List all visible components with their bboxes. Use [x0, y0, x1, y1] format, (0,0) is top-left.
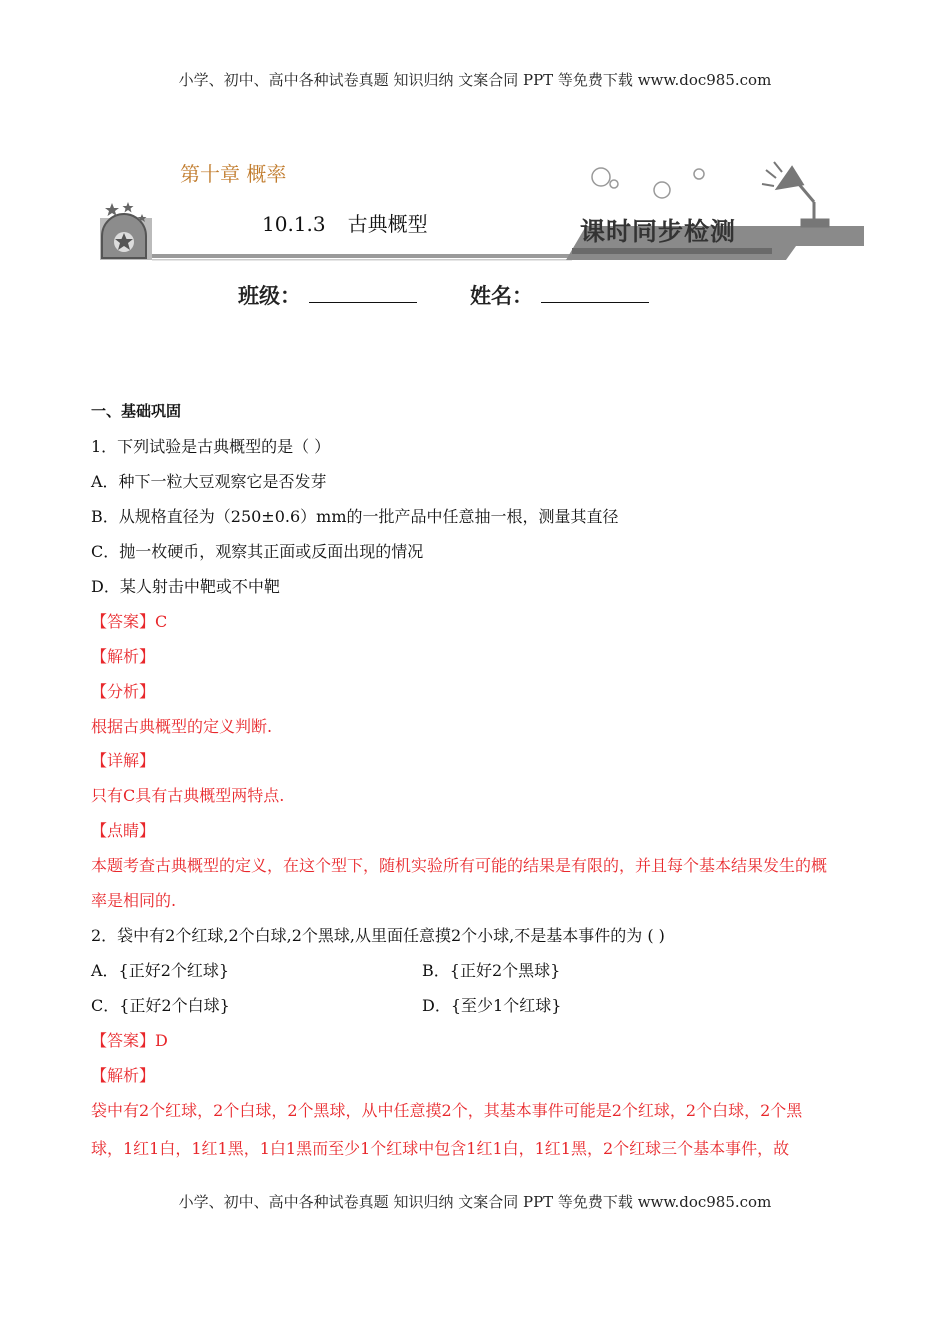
- q2-text-line2: 球，1红1白，1红1黑，1白1黑而至少1个红球中包含1红1白，1红1黑，2个红球三个基本事件，故: [91, 1139, 790, 1158]
- stamp-text: 课时同步检测: [580, 217, 737, 246]
- class-blank[interactable]: [309, 286, 417, 303]
- q2-option-b: B．{正好2个黑球}: [422, 961, 561, 980]
- q1-option-b: B．从规格直径为（250±0.6）mm的一批产品中任意抽一根，测量其直径: [91, 507, 619, 526]
- q1-option-d: D．某人射击中靶或不中靶: [91, 577, 280, 596]
- lesson-number: 10.1.3: [262, 212, 326, 236]
- q2-text-line1: 袋中有2个红球，2个白球，2个黑球，从中任意摸2个，其基本事件可能是2个红球，2个白球，2个黑: [91, 1101, 803, 1120]
- q1-answer: 【答案】C: [91, 612, 168, 631]
- q2-jiexi-label: 【解析】: [91, 1066, 156, 1085]
- q2-option-d: D．{至少1个红球}: [422, 996, 562, 1015]
- class-label: 班级：: [238, 283, 301, 308]
- q1-jiexi-label: 【解析】: [91, 647, 156, 666]
- q1-option-c: C．抛一枚硬币，观察其正面或反面出现的情况: [91, 542, 424, 561]
- lesson-name: 古典概型: [347, 212, 428, 236]
- section-title: 一、基础巩固: [91, 402, 182, 420]
- page-footer: 小学、初中、高中各种试卷真题 知识归纳 文案合同 PPT 等免费下载 www.doc985.com: [178, 1193, 772, 1211]
- q2-option-a: A．{正好2个红球}: [91, 961, 230, 980]
- q2-option-c: C．{正好2个白球}: [91, 996, 230, 1015]
- star-emblem-icon: [100, 202, 152, 260]
- q1-dianjing-line1: 本题考查古典概型的定义，在这个型下，随机实验所有可能的结果是有限的，并且每个基本结果发生的概: [91, 856, 828, 875]
- chapter-title: 第十章 概率: [180, 162, 287, 186]
- q1-fenxi-label: 【分析】: [91, 682, 156, 701]
- lesson-title: [262, 208, 428, 237]
- q1-dianjing-label: 【点睛】: [91, 821, 156, 840]
- q2-stem: 2．袋中有2个红球,2个白球,2个黑球,从里面任意摸2个小球,不是基本事件的为 ( ): [91, 926, 665, 945]
- q1-dianjing-line2: 率是相同的.: [91, 891, 177, 910]
- name-field: [470, 280, 649, 310]
- name-blank[interactable]: [541, 286, 649, 303]
- q1-xiangjie-label: 【详解】: [91, 751, 156, 770]
- q1-option-a: A．种下一粒大豆观察它是否发芽: [91, 472, 327, 491]
- q2-answer: 【答案】D: [91, 1031, 168, 1050]
- page-header: 小学、初中、高中各种试卷真题 知识归纳 文案合同 PPT 等免费下载 www.doc985.com: [178, 71, 772, 89]
- class-field: [238, 280, 417, 310]
- name-label: 姓名：: [470, 283, 533, 308]
- q1-stem: 1．下列试验是古典概型的是（ ）: [91, 437, 331, 456]
- desk-lamp-icon: [762, 162, 828, 226]
- q1-xiangjie-text: 只有C具有古典概型两特点.: [91, 786, 285, 805]
- q1-fenxi-text: 根据古典概型的定义判断.: [91, 717, 273, 736]
